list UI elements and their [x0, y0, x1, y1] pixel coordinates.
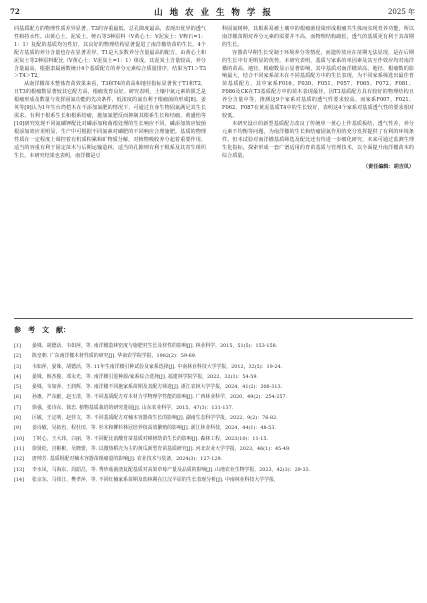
reference-text: 李水凤，马海东，周韶昌，等. 秀珍菇菌渣复配基质对高果草莓产量及品质的影响[J]. 山地农业生物学报，2023，42(3)：29-33.: [32, 466, 311, 473]
reference-number: [13]: [14, 466, 25, 473]
reference-number: [11]: [14, 445, 25, 452]
reference-item: [14, 382, 414, 392]
references-divider: [14, 318, 413, 319]
paragraph: 容器苗早期生长受制于环境养分等情况，而遗传效应在苗期无法显现，是在后期的生长中有更明显的优势。本研究表明，基质与家系的单因素及其互作效应均对南洋楹的苗高、地径、根瘤数显示显著影响，其中基质对南洋楹苗高、地径、根瘤数的影响最大，结合不同家系苗木在不同基质配方中的生长表现，为不同家系筛选出最佳育苗基质配方，其中家系F016、F030、F051、F057、F065、F072、F081、F086及CK在T3基质配方中的苗木表现最佳，因T3基质配方具有较好的物理结构且养分含量中等，推测这9个家系对基质的透气性要求较高。而家系F007、F021、F062、F087在黄泥基质T4中的生长较好，表明这4个家系对基质透气性的要求相对较低。: [222, 49, 414, 119]
editor-signature: （责任编辑：胡吉凤）: [363, 164, 414, 171]
paragraph: 本研究设计的新型基质配方改良了传统单一黄心土作基质板结、透气性差，养分元素不均衡等问题，为南洋楹的生长和结瘤固氮作用的充分发挥提供了有利的环境条件。但本试验对南洋楹基质筛选及配比还有待进一步细化研究，未来可通过监测生理生化指标，探索形成一套广谱适用的育苗基质与管理技术，以全面提升南洋楹苗木的综合质量。: [222, 120, 414, 159]
reference-item: [14, 434, 414, 444]
reference-item: [14, 392, 414, 402]
reference-text: 晏姝，韦如萍，王润辉，等. 南洋楹不同施家系苗期及其配方筛选[J]. 浙江农林大学学报，2024，41(2)：306-313.: [32, 384, 283, 391]
reference-text: 晏姝，胡德活，韦如萍，等. 南洋楹造林密度与施肥对生长及材性的影响[J]. 林业科学，2015，51(5)：153-158.: [32, 343, 278, 349]
reference-text: 徐贤松，宫彬彬，吴晓蕾，等. 以微热稻壳为主的黄瓜新型育苗基质研究[J]. 河北农业大学学报，2023，46(1)：45-49.: [32, 445, 291, 452]
publication-year: 2025 年: [387, 8, 415, 16]
reference-number: [4]: [14, 373, 21, 380]
reference-number: [1]: [14, 343, 21, 349]
reference-text: 晏姝，韩杰俊，邓永光，等. 南洋楹引进种源/家系综合选择[J]. 福建林学院学报，2022，32(1)：54-59.: [32, 373, 259, 380]
references-heading: 参 考 文 献：: [14, 326, 70, 334]
reference-item: [14, 351, 414, 361]
right-column: [222, 26, 414, 172]
reference-number: [14]: [14, 476, 25, 483]
reference-item: [14, 372, 414, 382]
reference-item: [14, 413, 414, 423]
reference-number: [5]: [14, 384, 21, 391]
reference-text: 陈皇朝. 广东南洋楹木材性质的研究[J]. 华南农学院学报，1982(2)：59-69.: [32, 353, 197, 360]
reference-number: [6]: [14, 394, 21, 401]
reference-number: [2]: [14, 353, 21, 360]
reference-number: [7]: [14, 404, 21, 411]
reference-item: [14, 403, 414, 413]
reference-number: [3]: [14, 363, 21, 370]
page-header: [0, 0, 427, 24]
reference-item: [14, 362, 414, 372]
paragraph: 科固氮树种，其根系易被土壤中的根瘤菌侵染形成根瘤共生体而实现育养功能，所以南洋楹苗期对养分元素的需要并不高，而物理结构疏松，透气的基质更有利于其苗期的生长。: [222, 26, 414, 48]
references-list: [14, 341, 414, 485]
paragraph: 同基质配方的物理性质差异显著，T3的容重最低，总孔隙度最高，表现出优异的透气性和持水性。由黄心土、泥炭土、蛭石等3种原料（V黄心土：V泥炭土：V蛭石=1：1：1）复配的基质均匀性好，其良好的物理结构显著促进了南洋楹幼苗的生长。4个配方基质的养分含量也存在显著差异，T1是大多数养分含量最高的配方，由黄心土和泥炭土等2种原料配比（V黄心土：V泥炭土=1：1）组成，其泥炭土含量较高，养分含量最高，根据隶属函数统计4个基质配方的养分元素综合质量排序，结果为T1＞T3＞T4＞T2。: [14, 26, 206, 80]
reference-text: 区敏，王定明，赵佳文，等. 不同基质配方对楠木容器苗生长的影响[J]. 湖南生态科学学报，2022，9(2)：76-82.: [32, 415, 278, 422]
left-column: [14, 26, 206, 160]
reference-number: [8]: [14, 415, 21, 422]
reference-item: [14, 444, 414, 454]
reference-item: [14, 423, 414, 433]
reference-text: 张京东，马炜江，樊孝萍，等. 不同红楠家系苗期及幼林期在江汉平原的生长表现分析[J]. 中南林业科技大学学报，: [32, 476, 279, 483]
reference-text: 韦如萍，晏姝，胡德活，等. 11年生南洋楹引种试验及家系选择[J]. 中南林业科技大学学报，2012，32(5)：19-24.: [32, 363, 283, 370]
reference-item: [14, 341, 414, 351]
reference-item: [14, 465, 414, 475]
reference-number: [9]: [14, 425, 21, 432]
header-rule: [10, 19, 415, 20]
page-number: 72: [10, 7, 20, 16]
journal-title: 山 地 农 业 生 物 学 报: [154, 8, 273, 18]
reference-item: [14, 454, 414, 464]
reference-text: 丁时心，王大玮，白丽，等. 不同配比消酸育苗基质对樟树幼苗生长的影响[J]. 森林工程，2023(10)：11-15.: [32, 435, 268, 442]
paragraph: 从南洋楹苗木整体育苗效果来看，T3和T4的苗高和地径指标显著优于T1和T2，且T3的根瘤数显著较其它配方高，根瘤发育良好。研究表明，土壤中氮元素的匮乏是根瘤形成及数量与发挥固氮功能的先决条件，低浓度的氮有利于根瘤菌的形成[8]。姜英等[9]认为1年生台湾桤木在不添加氮肥的情况下，可通过自身生物固氮满足其生长需求，有利于根系生长和根系结瘤，施加氮肥反而抑制其根系生长和结瘤。黄盛怡等[10]研究发现不同氮磷钾配比对磷添加和菌根处理的生长响应不同，磷添加效应较菌根添加效应更明显，生产中可根据不同氮素对磷肥的不同响应合理施肥。基质的物理性质在一定程度上调控着有机质积累和矿物质分解，对植物吸收养分起着重要作用，适当的容重有利于固定苗木与后期运输造林，适当的孔隙则有利于根系及其寄生组织生长。本研究结果也表明，南洋楹是豆: [14, 81, 206, 159]
reference-item: [14, 475, 414, 485]
reference-text: 唐帅芳. 基质组配对楠木容器苗根瘤量的影响[J]. 农业技术与装备，2024(3)：127-129.: [32, 456, 223, 463]
reference-number: [10]: [14, 435, 25, 442]
reference-text: 徐强，张诗东，徐忠. 植物基质栽培的研究进展[J]. 山东农业科学，2015，47(3)：131-137.: [32, 404, 234, 411]
reference-number: [12]: [14, 456, 25, 463]
reference-text: 姜诗敏，吴拓也，程杜田，等. 杉木和柳杉林冠培养枝高效繁殖的影响[J]. 浙江林业科技，2024，44(1)：48-53.: [32, 425, 276, 432]
reference-text: 孙惠，严东献，赵玉清，等. 不同基质配方对木材力学物理学性能的影响[J]. 广西林业科学，2020，49(2)：254-257.: [32, 394, 288, 401]
